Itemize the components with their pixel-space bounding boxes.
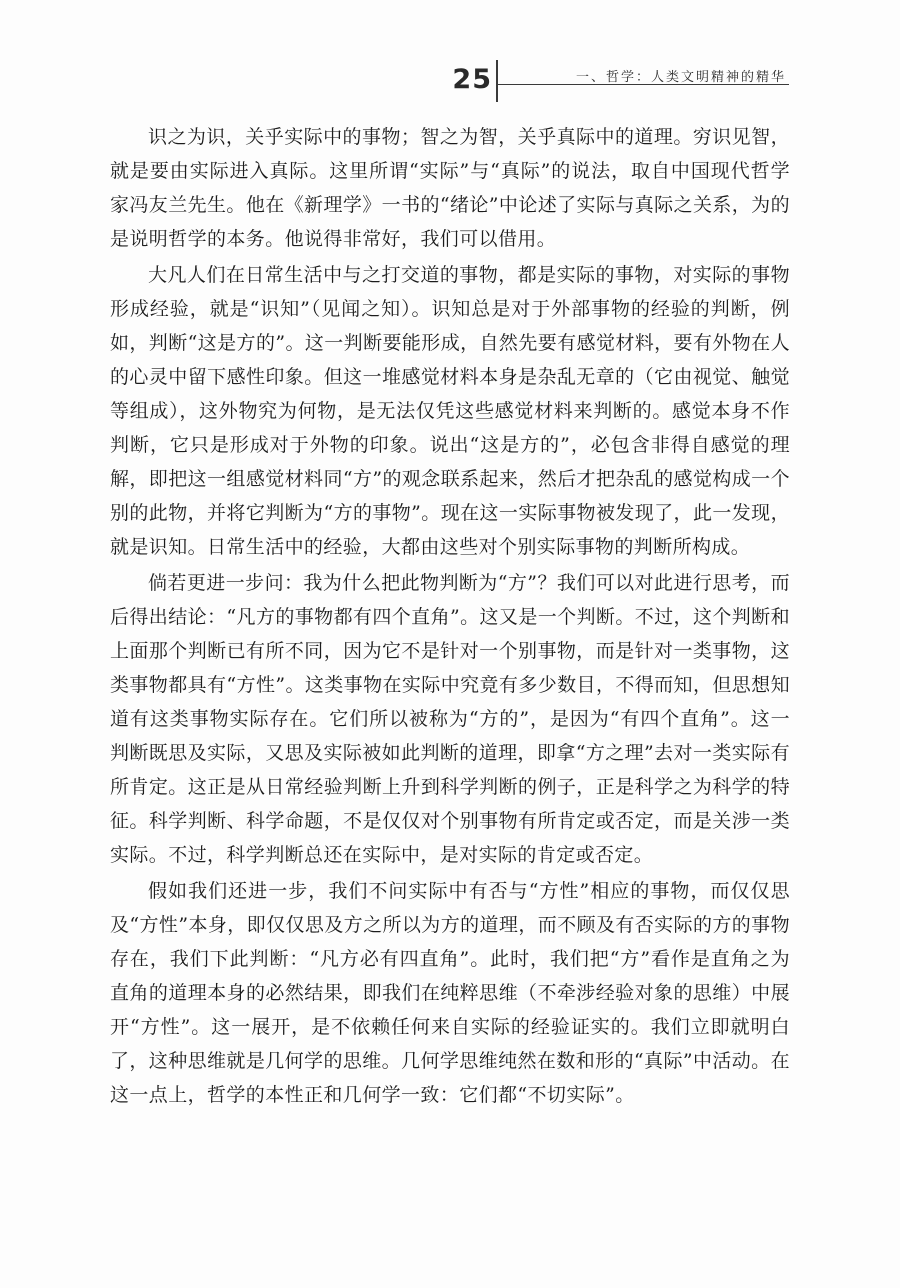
chapter-title: 一、哲学：人类文明精神的精华 [575,70,786,85]
body-text [110,120,790,1114]
paragraph: 大凡人们在日常生活中与之打交道的事物，都是实际的事物，对实际的事物形成经验，就是“识知”（见闻之知）。识知总是对于外部事物的经验的判断，例如，判断“这是方的”。这一判断要能形成，自然先要有感觉材料，要有外物在人的心灵中留下感性印象。但这一堆感觉材料本身是杂乱无章的（它由视觉、触觉等组成），这外物究为何物，是无法仅凭这些感觉材料来判断的。感觉本身不作判断，它只是形成对于外物的印象。说出“这是方的”，必包含非得自感觉的理解，即把这一组感觉材料同“方”的观念联系起来，然后才把杂乱的感觉构成一个别的此物，并将它判断为“方的事物”。现在这一实际事物被发现了，此一发现，就是识知。日常生活中的经验，大都由这些对个别实际事物的判断所构成。 [110,264,790,558]
paragraph: 假如我们还进一步，我们不问实际中有否与“方性”相应的事物，而仅仅思及“方性”本身，即仅仅思及方之所以为方的道理，而不顾及有否实际的方的事物存在，我们下此判断：“凡方必有四直角”。此时，我们把“方”看作是直角之为直角的道理本身的必然结果，即我们在纯粹思维（不牵涉经验对象的思维）中展开“方性”。这一展开，是不依赖任何来自实际的经验证实的。我们立即就明白了，这种思维就是几何学的思维。几何学思维纯然在数和形的“真际”中活动。在这一点上，哲学的本性正和几何学一致：它们都“不切实际”。 [110,880,790,1106]
paragraph: 倘若更进一步问：我为什么把此物判断为“方”？我们可以对此进行思考，而后得出结论：“凡方的事物都有四个直角”。这又是一个判断。不过，这个判断和上面那个判断已有所不同，因为它不是针对一个别事物，而是针对一类事物，这类事物都具有“方性”。这类事物在实际中究竟有多少数目，不得而知，但思想知道有这类事物实际存在。它们所以被称为“方的”，是因为“有四个直角”。这一判断既思及实际，又思及实际被如此判断的道理，即拿“方之理”去对一类实际有所肯定。这正是从日常经验判断上升到科学判断的例子，正是科学之为科学的特征。科学判断、科学命题，不是仅仅对个别事物有所肯定或否定，而是关涉一类实际。不过，科学判断总还在实际中，是对实际的肯定或否定。 [110,572,790,866]
header-divider [496,60,498,102]
page-number: 25 [452,64,492,95]
paragraph: 识之为识，关乎实际中的事物；智之为智，关乎真际中的道理。穷识见智，就是要由实际进入真际。这里所谓“实际”与“真际”的说法，取自中国现代哲学家冯友兰先生。他在《新理学》一书的“绪论”中论述了实际与真际之关系，为的是说明哲学的本务。他说得非常好，我们可以借用。 [110,126,790,250]
running-header [0,0,900,110]
